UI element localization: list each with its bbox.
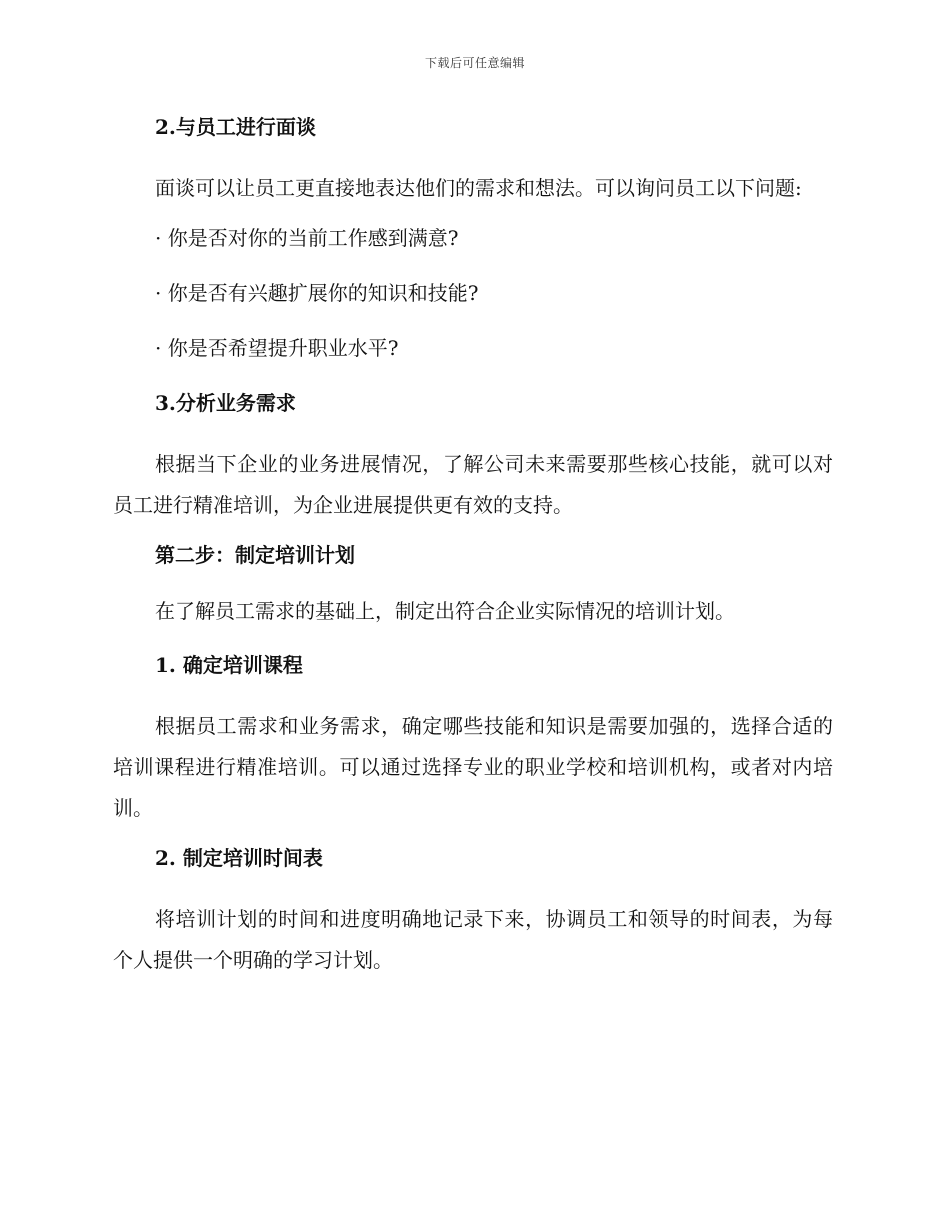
paragraph-step-two: 在了解员工需求的基础上，制定出符合企业实际情况的培训计划。 <box>155 599 735 623</box>
heading-step-two: 第二步：制定培训计划 <box>155 543 355 567</box>
paragraph-business: 根据当下企业的业务进展情况，了解公司未来需要那些核心技能，就可以对员工进行精准培训，为企业进展提供更有效的支持。 <box>113 452 833 517</box>
page-header: 下载后可任意编辑 <box>424 56 525 70</box>
bullet-item-career: · 你是否希望提升职业水平? <box>155 336 399 360</box>
bullet-item-skills: · 你是否有兴趣扩展你的知识和技能? <box>155 281 479 305</box>
paragraph-interview: 面谈可以让员工更直接地表达他们的需求和想法。可以询问员工以下问题: <box>155 176 802 200</box>
heading-schedule: 2. 制定培训时间表 <box>155 846 323 870</box>
heading-interview: 2.与员工进行面谈 <box>155 115 316 139</box>
paragraph-schedule: 将培训计划的时间和进度明确地记录下来，协调员工和领导的时间表，为每个人提供一个明确的学习计划。 <box>113 907 833 972</box>
heading-courses: 1. 确定培训课程 <box>155 653 303 677</box>
heading-business: 3.分析业务需求 <box>155 391 296 415</box>
document-body <box>113 112 833 995</box>
bullet-item-satisfaction: · 你是否对你的当前工作感到满意? <box>155 226 459 250</box>
paragraph-courses: 根据员工需求和业务需求，确定哪些技能和知识是需要加强的，选择合适的培训课程进行精准培训。可以通过选择专业的职业学校和培训机构，或者对内培训。 <box>113 714 833 820</box>
